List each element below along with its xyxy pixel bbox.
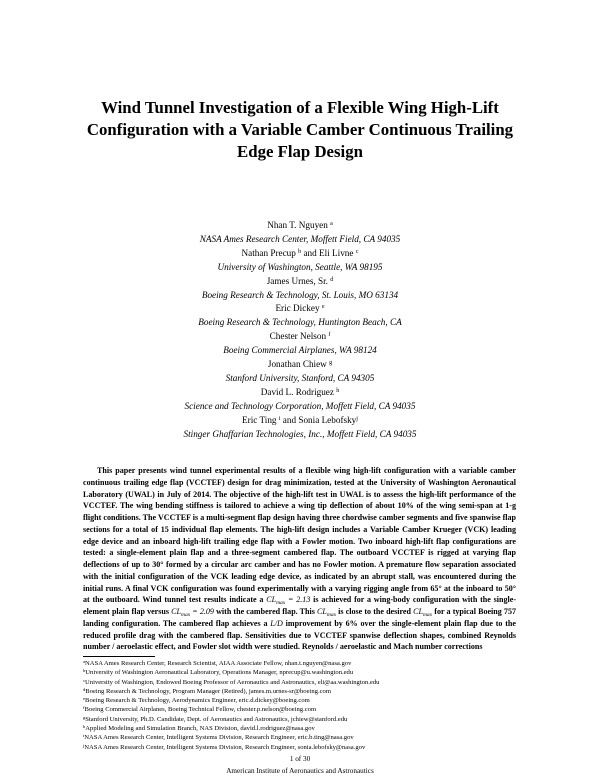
footnote: [83, 696, 523, 705]
author-affiliation: Boeing Research & Technology, St. Louis, MO 63134: [201, 289, 399, 300]
abstract-text: formed by a circular arc camber and has no Fowler motion. A premature flow separation associated with the initial configuration of the VCK leading edge device, as indicated by an abrupt stall, was encountered during the initial runs. A final VCK configuration was found experimentally with a varying rigging angle from 65: [83, 560, 516, 593]
footnote-mark: a: [83, 659, 86, 664]
author-mark: a: [330, 221, 333, 227]
author-line: [60, 302, 540, 316]
footnote-text: NASA Ames Research Center, Intelligent Systems Division, Research Engineer, eric.b.ting@nasa.gov: [84, 734, 354, 742]
author-name: Chester Nelson: [269, 331, 327, 342]
author-name: David L. Rodriguez: [260, 386, 334, 397]
footnote-mark: f: [83, 705, 85, 711]
abstract-text: for a typical Boeing 757 landing configuration. The cambered flap achieves a: [83, 607, 516, 628]
degree-symbol: °: [160, 560, 164, 569]
footnote-text: Boeing Research & Technology, Aerodynamics Engineer, eric.d.dickey@boeing.com: [85, 697, 310, 705]
author-line: [60, 330, 540, 344]
author-line: [60, 275, 540, 289]
cl-value: = 2.13: [285, 595, 311, 605]
footnote-mark: i: [83, 733, 85, 739]
author-affiliation: University of Washington, Seattle, WA 98195: [217, 261, 383, 272]
cl-subscript: max: [180, 612, 191, 618]
footnote-text: Stanford University, Ph.D. Candidate, Dept. of Aeronautics and Astronautics, jchiew@stanford.edu: [85, 715, 348, 723]
footnote: [83, 743, 523, 752]
footnote: [83, 659, 523, 668]
author-name: Eric Dickey: [275, 303, 320, 314]
cl-subscript: max: [422, 612, 433, 618]
degree-symbol: °: [438, 583, 442, 593]
abstract-text: at the inboard to 50: [441, 583, 513, 593]
author-line: [60, 358, 540, 372]
author-mark: h: [336, 387, 340, 394]
footnote-text: University of Washington Aeronautical Laboratory, Operations Manager, nprecup@u.washington.edu: [85, 669, 354, 677]
abstract-text: at the outboard. Wind tunnel test results indicate a: [83, 595, 267, 605]
abstract-text: This paper presents wind tunnel experimental results of a flexible wing high-lift configuration with a variable camber continuous trailing edge flap (VCCTEF) design for drag minimization, tested at the University of Washington Aeronautical Laboratory (UWAL) in July of 2014. The objective of the high-lift test in UWAL is to assess the high-lift performance of the VCCTEF. The wing bending stiffness is tailored to achieve a wing tip deflection of about 10% of the wing semi-span at 1-g flight conditions. The VCCTEF is a multi-segment flap design having three chordwise camber segments and five spanwise flap sections for a total of 15 individual flap elements. The high-lift design includes a Variable Camber Krueger (VCK) leading edge device and an inboard high-lift trailing edge flap with a Fowler motion. Two inboard high-lift flap configurations are tested: a single-element plain flap and a three-segment cambered flap. The outboard VCCTEF is rigged at varying flap deflections of up to 30: [83, 466, 516, 569]
author-affiliation: Science and Technology Corporation, Moffett Field, CA 94035: [184, 400, 416, 411]
cl-value: = 2.09: [190, 607, 214, 616]
author-name: Nhan T. Nguyen: [267, 220, 328, 230]
footnote-mark: b: [83, 668, 86, 674]
author-name: Eli Livne: [319, 247, 354, 258]
footnote-text: University of Washington, Endowed Boeing Professor of Aeronautics and Astronautics, eli@aa.washington.edu: [85, 678, 380, 686]
cl-symbol: CL: [317, 607, 327, 616]
footnote-mark: e: [83, 696, 86, 702]
abstract-text: is close to the desired: [336, 607, 414, 616]
author-mark: d: [330, 276, 334, 283]
footnote-text: NASA Ames Research Center, Intelligent Systems Division, Research Engineer, sonia.lebofsky@nasa.gov: [84, 743, 366, 751]
footnote-text: Boeing Research & Technology, Program Manager (Retired), james.m.urnes-sr@boeing.com: [85, 687, 331, 695]
author-name: Jonathan Chiew: [267, 359, 327, 370]
author-name: Eric Ting: [242, 414, 277, 425]
abstract-text: is achieved for a wing-body configuration with the single-element plain flap versus: [83, 595, 516, 616]
author-mark: i: [278, 415, 281, 422]
cl-symbol: CL: [266, 595, 277, 605]
author-line: [60, 219, 540, 233]
footnote-mark: h: [83, 724, 86, 730]
author-mark: e: [321, 304, 325, 311]
footnote: [83, 678, 523, 687]
page-number: 1 of 30: [289, 755, 311, 763]
cl-subscript: max: [276, 600, 286, 607]
author-line: Nathan Precup $^b$ and Eli Livne $^c$: [241, 247, 359, 258]
author-block: [60, 219, 540, 442]
footnote-rule: [83, 656, 155, 657]
author-affiliation: NASA Ames Research Center, Moffett Field, CA 94035: [199, 233, 401, 244]
footnote-text: Boeing Commercial Airplanes, Boeing Technical Fellow, chester.p.nelson@boeing.com: [84, 706, 317, 714]
footnote-mark: j: [83, 742, 85, 748]
abstract-text: improvement by 6% over the single-element plain flap due to the reduced profile drag with the cambered flap. Sensitivities due to VCCTEF spanwise deflection shapes, combined Reynolds number / aeroelastic effect, and Fowler slot width were studied. Reynolds / aeroelastic and Mach number corrections: [83, 618, 516, 652]
author-affiliation: Stinger Ghaffarian Technologies, Inc., Moffett Field, CA 94035: [183, 428, 417, 439]
author-line: [60, 386, 540, 400]
society-name: American Institute of Aeronautics and Astronautics: [226, 767, 374, 775]
author-affiliation: Stanford University, Stanford, CA 94305: [225, 372, 375, 383]
footnote-text: Applied Modeling and Simulation Branch, NAS Division, david.l.rodriguez@nasa.gov: [85, 725, 315, 733]
footnote: [83, 668, 523, 677]
footnote: [83, 687, 523, 696]
author-affiliation: Boeing Commercial Airplanes, WA 98124: [223, 345, 377, 356]
author-mark: g: [329, 360, 333, 367]
footnote: [83, 733, 523, 742]
footnote-text: NASA Ames Research Center, Research Scientist, AIAA Associate Fellow, nhan.t.nguyen@nasa.gov: [85, 660, 352, 667]
footnote-mark: d: [83, 686, 86, 692]
footnote: [83, 715, 523, 724]
footnotes: [83, 659, 523, 752]
cl-symbol: CL: [171, 607, 181, 616]
footnote: [83, 724, 523, 733]
author-mark: j: [356, 415, 358, 422]
footnote-mark: g: [83, 714, 86, 720]
footnote: [83, 705, 523, 714]
author-name: Sonia Lebofsky: [298, 414, 357, 425]
author-mark: f: [328, 332, 331, 339]
author-mark: b: [298, 248, 302, 255]
degree-symbol: °: [512, 583, 516, 593]
author-affiliation: Boeing Research & Technology, Huntington Beach, CA: [198, 317, 402, 328]
paper-title: Wind Tunnel Investigation of a Flexible Wing High-Lift Configuration with a Variable Camber Continuous Trailing Edge Flap Design: [86, 98, 514, 161]
author-name: Nathan Precup: [241, 247, 296, 258]
author-mark: c: [355, 248, 359, 255]
footnote-mark: c: [83, 677, 86, 683]
abstract: [83, 465, 516, 653]
author-name: James Urnes, Sr.: [266, 275, 328, 286]
author-line: Eric Ting $^i$ and Sonia Lebofsky$^j$: [242, 414, 358, 425]
cl-symbol: CL: [413, 607, 423, 616]
abstract-text: with the cambered flap. This: [213, 607, 318, 616]
ld-symbol: L/D: [270, 618, 283, 628]
cl-subscript: max: [326, 612, 337, 618]
